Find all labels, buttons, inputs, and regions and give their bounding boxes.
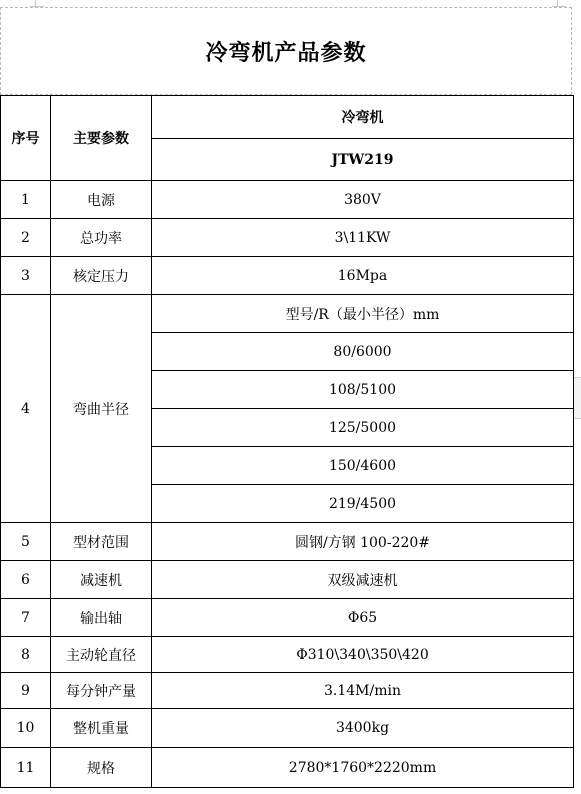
header-param-cell[interactable]: 主要参数 — [51, 96, 152, 181]
param-name-cell[interactable]: 整机重量 — [51, 709, 152, 748]
table-row — [1, 523, 574, 561]
index-cell[interactable]: 10 — [1, 709, 51, 748]
param-name-cell[interactable]: 每分钟产量 — [51, 673, 152, 709]
param-value-cell[interactable]: 150/4600 — [152, 447, 574, 485]
param-value-cell[interactable]: 3400kg — [152, 709, 574, 748]
param-name-cell[interactable]: 型材范围 — [51, 523, 152, 561]
table-row — [1, 709, 574, 748]
index-cell[interactable]: 4 — [1, 295, 51, 523]
param-name-cell[interactable]: 弯曲半径 — [51, 295, 152, 523]
param-value-cell[interactable]: 125/5000 — [152, 409, 574, 447]
index-cell[interactable]: 7 — [1, 599, 51, 637]
index-cell[interactable]: 1 — [1, 181, 51, 219]
param-value-cell[interactable]: 380V — [152, 181, 574, 219]
param-value-cell[interactable]: 219/4500 — [152, 485, 574, 523]
index-cell[interactable]: 8 — [1, 637, 51, 673]
table-row — [1, 637, 574, 673]
header-index-cell[interactable]: 序号 — [1, 96, 51, 181]
param-value-cell[interactable]: 16Mpa — [152, 257, 574, 295]
param-value-cell[interactable]: 圆钢/方钢 100-220# — [152, 523, 574, 561]
param-name-cell[interactable]: 电源 — [51, 181, 152, 219]
table-row — [1, 673, 574, 709]
header-row — [1, 96, 574, 139]
table-row — [1, 295, 574, 333]
param-value-cell[interactable]: Φ65 — [152, 599, 574, 637]
index-cell[interactable]: 5 — [1, 523, 51, 561]
index-cell[interactable]: 9 — [1, 673, 51, 709]
param-name-cell[interactable]: 减速机 — [51, 561, 152, 599]
table-row — [1, 561, 574, 599]
table-row — [1, 257, 574, 295]
param-value-cell[interactable]: 108/5100 — [152, 371, 574, 409]
page-title: 冷弯机产品参数 — [205, 39, 367, 66]
param-name-cell[interactable]: 输出轴 — [51, 599, 152, 637]
param-name-cell[interactable]: 总功率 — [51, 219, 152, 257]
index-cell[interactable]: 6 — [1, 561, 51, 599]
table-row — [1, 599, 574, 637]
scroll-handle[interactable] — [573, 377, 581, 419]
index-cell[interactable]: 3 — [1, 257, 51, 295]
param-name-cell[interactable]: 规格 — [51, 748, 152, 788]
header-machine-cell[interactable]: 冷弯机 — [152, 96, 574, 139]
title-cell[interactable] — [0, 7, 572, 95]
table-row — [1, 181, 574, 219]
param-value-cell[interactable]: 80/6000 — [152, 333, 574, 371]
table-row — [1, 219, 574, 257]
table-row — [1, 748, 574, 788]
param-name-cell[interactable]: 核定压力 — [51, 257, 152, 295]
param-value-cell[interactable]: 型号/R（最小半径）mm — [152, 295, 574, 333]
parameter-table — [0, 95, 574, 788]
param-value-cell[interactable]: 3.14M/min — [152, 673, 574, 709]
index-cell[interactable]: 2 — [1, 219, 51, 257]
param-value-cell[interactable]: 双级减速机 — [152, 561, 574, 599]
param-value-cell[interactable]: 3\11KW — [152, 219, 574, 257]
header-model-cell[interactable]: JTW219 — [152, 139, 574, 181]
param-name-cell[interactable]: 主动轮直径 — [51, 637, 152, 673]
index-cell[interactable]: 11 — [1, 748, 51, 788]
param-value-cell[interactable]: 2780*1760*2220mm — [152, 748, 574, 788]
param-value-cell[interactable]: Φ310\340\350\420 — [152, 637, 574, 673]
